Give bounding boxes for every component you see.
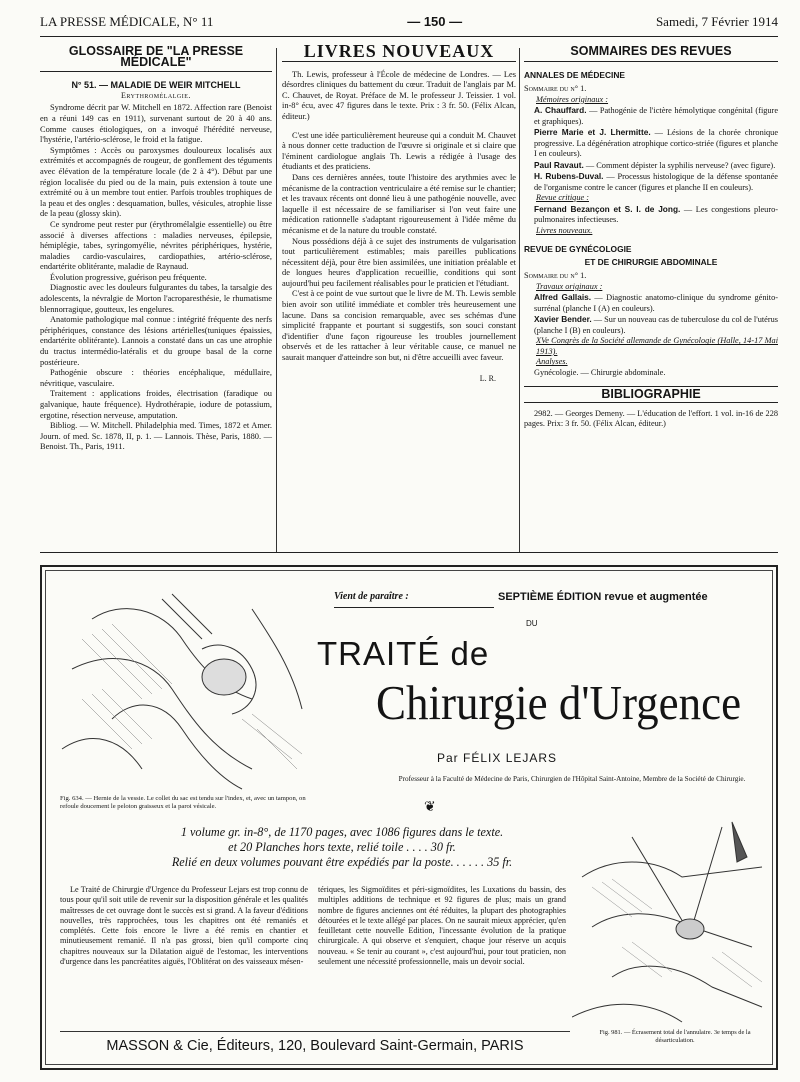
article-title: — Comment dépister la syphilis nerveuse? (avec figure). <box>583 160 776 170</box>
author-credentials: Professeur à la Faculté de Médecine de Paris, Chirurgien de l'Hôpital Saint-Antoine, Membre de la Société de Chirurgie. <box>398 775 746 783</box>
revue-section-label: XVe Congrès de la Société allemande de Gynécologie (Halle, 14-17 Mai 1913). <box>536 336 778 356</box>
glossaire-entry-subtitle: Erythromélalgie. <box>121 90 191 100</box>
journal-name: LA PRESSE MÉDICALE, N° 11 <box>40 14 214 29</box>
paragraph: C'est à ce point de vue surtout que le livre de M. Th. Lewis semble bien avoir son utilité immédiate et combler très heureusement une lacune. Dans sa concision remarquable, avec ses schémas d'une simplicité frappante et pourtant si suggestifs, son souci constant d'identifier d'une façon rigoureuse les troubles journellement observés et de les rattacher à leur véritable cause, ce manuel ne saurait manquer d'atteindre son but, ni d'être accueilli avec faveur. <box>282 289 516 363</box>
revue-section-label: Travaux originaux : <box>536 281 603 291</box>
edition-text: SEPTIÈME ÉDITION revue et augmentée <box>498 591 708 603</box>
revue-article <box>524 105 778 127</box>
underline <box>334 607 494 608</box>
revue-section-label: Livres nouveaux. <box>536 225 593 235</box>
sommaires-column <box>524 46 778 430</box>
signature: L. R. <box>479 373 496 383</box>
article-title: — Sur un nouveau cas de tuberculose du col de l'utérus (planche I (B) en couleurs). <box>534 315 778 335</box>
advertisement <box>40 565 778 1070</box>
article-author: Pierre Marie et J. Lhermitte. <box>534 127 651 138</box>
page-header <box>40 14 778 34</box>
revue-article <box>524 171 778 193</box>
revue-article <box>524 127 778 160</box>
glossaire-heading: GLOSSAIRE DE "LA PRESSE MÉDICALE" <box>40 46 272 72</box>
article-author: Xavier Bender. <box>534 314 592 325</box>
volume-line: 1 volume gr. in-8°, de 1170 pages, avec 1086 figures dans le texte. <box>180 825 504 839</box>
book-author: Par FÉLIX LEJARS <box>437 751 558 765</box>
revue-article <box>524 160 778 172</box>
paragraph: C'est une idée particulièrement heureuse qui a conduit M. Chauvet à nous donner cette traduction de l'œuvre si originale et si claire que l'éminent cardiologue anglais Th. Lewis a rédigée à l'usage des étudiants et des praticiens. <box>282 130 516 172</box>
surgical-illustration-hernia <box>52 579 314 794</box>
revue-section-label: Analyses. <box>536 357 568 367</box>
glossaire-entry-title: N° 51. — MALADIE DE WEIR MITCHELL <box>71 80 241 91</box>
paragraph: Bibliog. — W. Mitchell. Philadelphia med. Times, 1872 et Amer. Journ. of med. Sc. 1878, II, p. 1. — Lannois. Thèse, Paris, 1880. — Benoist. Th., Paris, 1911. <box>40 421 272 452</box>
volume-price-line: Relié en deux volumes pouvant être expédiés par la poste. . . . . . 35 fr. <box>171 855 513 869</box>
revue-issue-number: Sommaire du n° 1. <box>524 84 587 94</box>
revue-contents <box>524 271 778 378</box>
paragraph: Traitement : applications froides, électrisation (faradique ou galvanique, haute fréquence). Hydrothérapie, iodure de potassium, ergotine, résection nerveuse, amputation. <box>40 389 272 420</box>
ornament-icon: ❦ <box>424 800 436 815</box>
edition-label <box>498 591 708 603</box>
header-rule <box>40 36 778 37</box>
article-title: — Les congestions pleuro-pulmonaires infectieuses. <box>534 204 778 225</box>
column-divider <box>276 48 277 553</box>
du-label: DU <box>526 619 538 628</box>
book-title-prefix: TRAITÉ de <box>317 635 490 672</box>
paragraph: Th. Lewis, professeur à l'École de médecine de Londres. — Les désordres cliniques du battement du cœur. Traduit de l'anglais par M. C. Chauvet, de Royat. Préface de M. le professeur J. Teissier. 1 vol. in-8° écu, avec 47 figures dans le texte. Prix : 3 fr. 50. (Félix Alcan, éditeur.) <box>282 69 516 121</box>
publisher-line: MASSON & Cie, Éditeurs, 120, Boulevard Saint-Germain, PARIS <box>60 1031 570 1054</box>
article-author: Paul Ravaut. <box>534 159 584 170</box>
book-title: Chirurgie d'Urgence <box>376 676 742 730</box>
livres-column <box>282 41 516 384</box>
revue-article <box>524 314 778 336</box>
revue-title: ANNALES DE MÉDECINE <box>524 69 625 80</box>
surgical-illustration-finger <box>572 817 770 1027</box>
revue-section-label: Mémoires originaux : <box>536 94 609 104</box>
article-title: — Diagnostic anatomo-clinique du syndrome génito-surrénal (planche I (A) en couleurs). <box>534 293 778 313</box>
paragraph: Dans ces dernières années, toute l'histoire des arythmies avec le mécanisme de la contraction ventriculaire a été remise sur le chantier; et les travaux récents ont donné lieu à une pathogénie nouvelle, avec laquelle il est nécessaire de se familiariser si l'on veut faire une médication rationnelle s'adaptant rigoureusement à l'idée même du mécanisme et de la nature du trouble constaté. <box>282 172 516 235</box>
paragraph: Nous possédions déjà à ce sujet des instruments de vulgarisation tout particulièrement estimables; mais pareilles publications nécessitent déjà, pour être bien assimilées, une initiation préalable et de longues heures d'application recueillie, conditions qui sont aujourd'hui peu facilement réalisables pour le praticien et l'étudiant. <box>282 236 516 288</box>
article-title: — Processus histologique de la défense spontanée de l'organisme contre le cancer (figures et planche II en couleurs). <box>534 172 778 192</box>
livres-heading: LIVRES NOUVEAUX <box>282 46 516 62</box>
article-author: Alfred Gallais. <box>534 292 592 303</box>
article-author: Fernand Bezançon et S. I. de Jong. <box>534 203 681 214</box>
paragraph: Diagnostic avec les douleurs fulgurantes du tabes, la tarsalgie des adolescents, la névralgie de Morton l'acroparesthésie, le rhumatisme blennorragique, goutteux, les engelures. <box>40 283 272 314</box>
volume-details <box>82 825 602 870</box>
revue-article <box>524 204 778 226</box>
paragraph: Évolution progressive, guérison peu fréquente. <box>50 272 207 282</box>
revue-contents <box>524 84 778 236</box>
section-rule <box>40 552 778 553</box>
figure-caption: Fig. 981. — Écrasement total de l'annulaire. 3e temps de la désarticulation. <box>599 1029 751 1044</box>
revue-title: REVUE DE GYNÉCOLOGIE <box>524 244 632 255</box>
ad-description: tériques, les Sigmoïdites et péri-sigmoïdites, les Luxations du bassin, des multiples additions de technique et 92 figures de plus; mais un grand nombre de figures anciennes ont été réduites, la plupart des photographies détourées et le texte allégé par places. On ne saurait mieux apprécier, qu'en feuilletant cette nouvelle Edition, l'incessante évolution de la pratique chirurgicale. A qui observe et s'enquiert, chaque jour réserve un acquis nouveau. « Se tenir au courant », c'est aujourd'hui, pour tout praticien, non seulement une nécessité professionnelle, mais un devoir social. <box>318 885 566 967</box>
revue-section-label: Revue critique : <box>536 193 589 203</box>
sommaires-heading: SOMMAIRES DES REVUES <box>524 46 778 62</box>
issue-date: Samedi, 7 Février 1914 <box>655 14 778 29</box>
revue-article <box>524 292 778 314</box>
page-number: — 150 — <box>407 14 463 29</box>
article-title: — Lésions de la chorée chronique progressive. La dégénération atrophique cortico-striée (figures et planche I en couleurs). <box>534 128 779 159</box>
figure-caption: Fig. 634. — Hernie de la vessie. Le collet du sac est tendu sur l'index, et, avec un tampon, on refoule doucement le peloton graisseux et la paroi vésicale. <box>60 795 306 810</box>
paragraph: Anatomie pathologique mal connue : intégrité fréquente des nerfs périphériques, constance des lésions artérielles(tuniques épaissies, endartérite oblitérante). Lannois a constaté dans un cas une atrophie du tractus intermédio-latéralis et du groupe basal de la corne postérieure. <box>40 315 272 367</box>
paragraph: Pathogénie obscure : théories encéphalique, médullaire, névritique, vasculaire. <box>40 368 272 388</box>
revue-issue-number: Sommaire du n° 1. <box>524 271 587 281</box>
article-title: — Pathogénie de l'ictère hémolytique congénital (figure et graphiques). <box>534 106 779 126</box>
vient-de-paraitre: Vient de paraître : <box>334 591 409 602</box>
revue-line: Gynécologie. — Chirurgie abdominale. <box>534 367 666 377</box>
paragraph: Syndrome décrit par W. Mitchell en 1872. Affection rare (Benoist en a réuni 149 cas en 1911), survenant surtout de 20 à 40 ans. Comme causes étiologiques, on a invoqué l'hérédité nerveuse, l'hystérie, l'artério-sclérose, le froid et la fatigue. <box>40 103 272 145</box>
volume-price-line: et 20 Planches hors texte, relié toile . . . . 30 fr. <box>228 840 456 854</box>
bibliographie-entry: 2982. — Georges Demeny. — L'éducation de l'effort. 1 vol. in-16 de 228 pages. Prix: 3 fr. 50. (Félix Alcan, éditeur.) <box>524 408 778 429</box>
revue-title-continued: ET DE CHIRURGIE ABDOMINALE <box>584 256 718 267</box>
paragraph: Symptômes : Accès ou paroxysmes douloureux localisés aux extrémités et accompagnés de rougeur, de gonflement des téguments avec élévation de la température locale (de 2 à 4°). Début par une région localisée du pied ou de la main, puis extension à toute une extrémité ou à un membre tout entier. Parfois troubles trophiques de la peau et des ongles : desquamation, bulles, vésicules, atrophie lisse de la peau (glossy skin). <box>40 145 272 219</box>
article-author: H. Rubens-Duval. <box>534 171 604 182</box>
bibliographie-heading: BIBLIOGRAPHIE <box>524 386 778 403</box>
paragraph: Ce syndrome peut rester pur (érythromélalgie essentielle) ou être associé à diverses affections : maladies nerveuses, épilepsie, hémiplégie, tabes, syringomyélie, névrites périphériques, hystérie, maladies cardio-vasculaires, cardiopathies, artério-sclérose, endartérite oblitérante, maladie de Raynaud. <box>40 219 272 272</box>
glossaire-column <box>40 46 272 453</box>
column-divider <box>519 48 520 553</box>
ad-description: Le Traité de Chirurgie d'Urgence du Professeur Lejars est trop connu de tous pour qu'il soit utile de revenir sur la disposition générale et les qualités maîtresses de cet ouvrage dont le succès est si grand. A la faveur d'éditions nouvelles, très rapprochées, tous les chapitres ont été remaniés et complétés. Cette fois encore le livre a été remis en chantier et minutieusement remanié. Il n'a pas grossi, bien qu'il comporte cinq chapitres nouveaux sur la Dilatation aiguë de l'estomac, les interventions d'urgence dans les pancréatites aiguës, l'Oblitérat on des vaisseaux mésen- <box>60 885 308 967</box>
article-author: A. Chauffard. <box>534 105 587 116</box>
